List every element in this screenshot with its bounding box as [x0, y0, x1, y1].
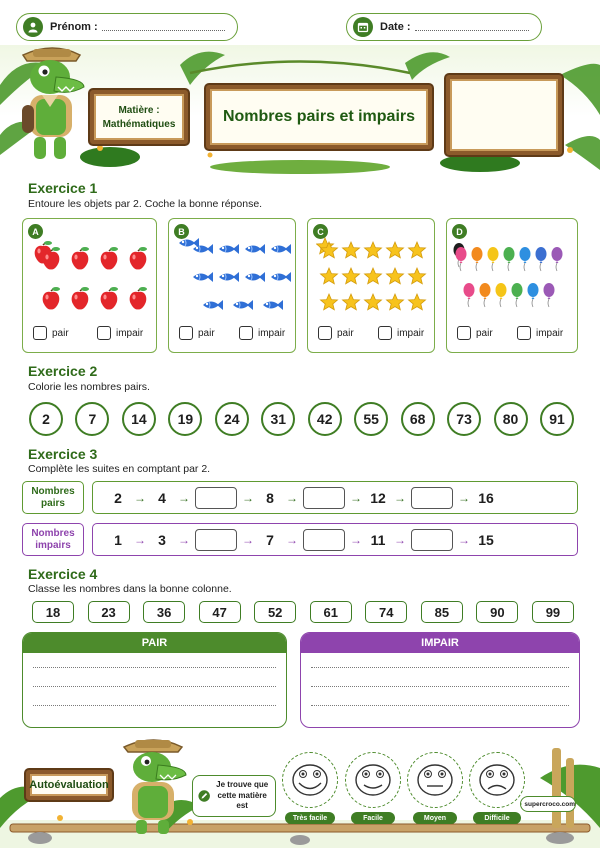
arrow-icon: →: [286, 532, 298, 547]
prompt-line2: cette matière est: [217, 790, 267, 811]
level-label: Facile: [351, 812, 395, 824]
user-icon: [23, 17, 43, 37]
arrow-icon: →: [134, 490, 146, 505]
sequence-answer-box[interactable]: [195, 487, 237, 509]
star-icon[interactable]: [316, 237, 431, 322]
number-circle[interactable]: 80: [494, 402, 528, 436]
number-tile[interactable]: 90: [476, 601, 518, 623]
number-tile[interactable]: 23: [88, 601, 130, 623]
number-circle[interactable]: 2: [29, 402, 63, 436]
sequence-answer-box[interactable]: [303, 487, 345, 509]
number-circle[interactable]: 55: [354, 402, 388, 436]
level-very-easy[interactable]: [282, 752, 338, 824]
arrow-icon: →: [458, 490, 470, 505]
even-sequence-label: Nombres pairs: [22, 481, 84, 514]
exercise1-card-b: [168, 218, 296, 353]
crocodile-explorer-illustration: [18, 47, 88, 165]
exercise4-title: Exercice 4: [28, 566, 98, 582]
pencil-icon: [198, 789, 210, 803]
happy-crocodile-face-icon: [345, 752, 401, 808]
arrow-icon: →: [178, 532, 190, 547]
answer-line[interactable]: [33, 705, 276, 706]
pair-checkbox[interactable]: pair: [33, 326, 69, 340]
sequence-number: 15: [478, 531, 494, 548]
sequence-number: 8: [266, 489, 274, 506]
card-letter-badge: C: [313, 224, 328, 239]
arrow-icon: →: [350, 490, 362, 505]
exercise1-card-c: [307, 218, 435, 353]
subject-plank: [90, 90, 188, 144]
subject-label: Matière :: [118, 104, 160, 116]
sequence-number: 16: [478, 489, 494, 506]
odd-sequence-label: Nombres impairs: [22, 523, 84, 556]
number-circle[interactable]: 73: [447, 402, 481, 436]
even-sequence-row: [92, 481, 578, 514]
exercise3-title: Exercice 3: [28, 446, 98, 462]
level-label: Très facile: [285, 812, 335, 824]
date-label: Date :: [380, 21, 411, 33]
sequence-answer-box[interactable]: [303, 529, 345, 551]
number-tile[interactable]: 99: [532, 601, 574, 623]
answer-line[interactable]: [311, 686, 569, 687]
fish-icon[interactable]: [177, 237, 292, 322]
subject-value: Mathématiques: [102, 118, 176, 130]
level-easy[interactable]: [345, 752, 401, 824]
sequence-number: 2: [114, 489, 122, 506]
impair-column: [300, 632, 580, 728]
card-letter-badge: B: [174, 224, 189, 239]
exercise1-title: Exercice 1: [28, 180, 98, 196]
pair-column: [22, 632, 287, 728]
pair-checkbox[interactable]: pair: [318, 326, 354, 340]
number-circle[interactable]: 42: [308, 402, 342, 436]
level-label: Difficile: [473, 812, 521, 824]
sequence-number: 11: [370, 531, 386, 548]
sequence-number: 7: [266, 531, 274, 548]
number-circle[interactable]: 14: [122, 402, 156, 436]
sequence-answer-box[interactable]: [411, 529, 453, 551]
first-name-dotted-line: [102, 23, 225, 31]
answer-line[interactable]: [311, 667, 569, 668]
level-difficult[interactable]: [469, 752, 525, 824]
self-assessment-label: Autoévaluation: [29, 779, 109, 791]
brand-badge[interactable]: [520, 796, 576, 812]
exercise4-instruction: Classe les nombres dans la bonne colonne.: [28, 583, 232, 595]
pair-checkbox[interactable]: pair: [457, 326, 493, 340]
arrow-icon: →: [394, 532, 406, 547]
exercise1-card-a: [22, 218, 157, 353]
answer-line[interactable]: [33, 667, 276, 668]
number-tile[interactable]: 74: [365, 601, 407, 623]
level-medium[interactable]: [407, 752, 463, 824]
card-letter-badge: A: [28, 224, 43, 239]
exercise2-instruction: Colorie les nombres pairs.: [28, 381, 150, 393]
number-circle[interactable]: 91: [540, 402, 574, 436]
arrow-icon: →: [178, 490, 190, 505]
impair-checkbox[interactable]: impair: [239, 326, 285, 340]
exercise4-number-tiles: [32, 601, 574, 623]
answer-line[interactable]: [33, 686, 276, 687]
sequence-answer-box[interactable]: [195, 529, 237, 551]
page-title: Nombres pairs et impairs: [222, 108, 416, 125]
arrow-icon: →: [134, 532, 146, 547]
worried-crocodile-face-icon: [469, 752, 525, 808]
number-tile[interactable]: 36: [143, 601, 185, 623]
arrow-icon: →: [458, 532, 470, 547]
sequence-number: 4: [158, 489, 166, 506]
first-name-field[interactable]: [16, 13, 238, 41]
jungle-banner: [0, 45, 600, 175]
number-tile[interactable]: 18: [32, 601, 74, 623]
impair-checkbox[interactable]: impair: [97, 326, 143, 340]
impair-column-header: IMPAIR: [301, 633, 579, 653]
number-circle[interactable]: 7: [75, 402, 109, 436]
number-tile[interactable]: 52: [254, 601, 296, 623]
number-circle[interactable]: 24: [215, 402, 249, 436]
sequence-answer-box[interactable]: [411, 487, 453, 509]
level-label: Moyen: [413, 812, 457, 824]
number-circle[interactable]: 19: [168, 402, 202, 436]
pair-checkbox[interactable]: pair: [179, 326, 215, 340]
number-circle[interactable]: 31: [261, 402, 295, 436]
crocodile-explorer-illustration: [118, 737, 190, 837]
balloon-icon[interactable]: [453, 243, 575, 323]
impair-checkbox[interactable]: impair: [378, 326, 424, 340]
empty-frame-plank: [446, 75, 562, 155]
arrow-icon: →: [242, 490, 254, 505]
prompt-line1: Je trouve que: [216, 779, 269, 789]
answer-line[interactable]: [311, 705, 569, 706]
sequence-number: 12: [370, 489, 386, 506]
exercise2-title: Exercice 2: [28, 363, 98, 379]
apple-icon[interactable]: [33, 239, 148, 319]
self-assessment-prompt-box: [192, 775, 276, 817]
exercise1-card-d: [446, 218, 578, 353]
sequence-number: 1: [114, 531, 122, 548]
date-dotted-line: [415, 23, 529, 31]
arrow-icon: →: [350, 532, 362, 547]
self-assessment-sign: [26, 770, 112, 800]
impair-checkbox[interactable]: impair: [517, 326, 563, 340]
exercise2-number-row: [29, 402, 574, 436]
first-name-label: Prénom :: [50, 21, 98, 33]
neutral-crocodile-face-icon: [407, 752, 463, 808]
number-tile[interactable]: 85: [421, 601, 463, 623]
arrow-icon: →: [242, 532, 254, 547]
pair-column-header: PAIR: [23, 633, 286, 653]
title-plank: [206, 85, 432, 149]
calendar-icon: [353, 17, 373, 37]
globe-icon: [521, 800, 522, 808]
sequence-number: 3: [158, 531, 166, 548]
exercise1-instruction: Entoure les objets par 2. Coche la bonne réponse.: [28, 198, 263, 210]
smiling-crocodile-face-icon: [282, 752, 338, 808]
date-field[interactable]: [346, 13, 542, 41]
brand-url: supercroco.com: [524, 800, 575, 808]
arrow-icon: →: [286, 490, 298, 505]
number-tile[interactable]: 47: [199, 601, 241, 623]
arrow-icon: →: [394, 490, 406, 505]
number-circle[interactable]: 68: [401, 402, 435, 436]
number-tile[interactable]: 61: [310, 601, 352, 623]
odd-sequence-row: [92, 523, 578, 556]
card-letter-badge: D: [452, 224, 467, 239]
exercise3-instruction: Complète les suites en comptant par 2.: [28, 463, 211, 475]
